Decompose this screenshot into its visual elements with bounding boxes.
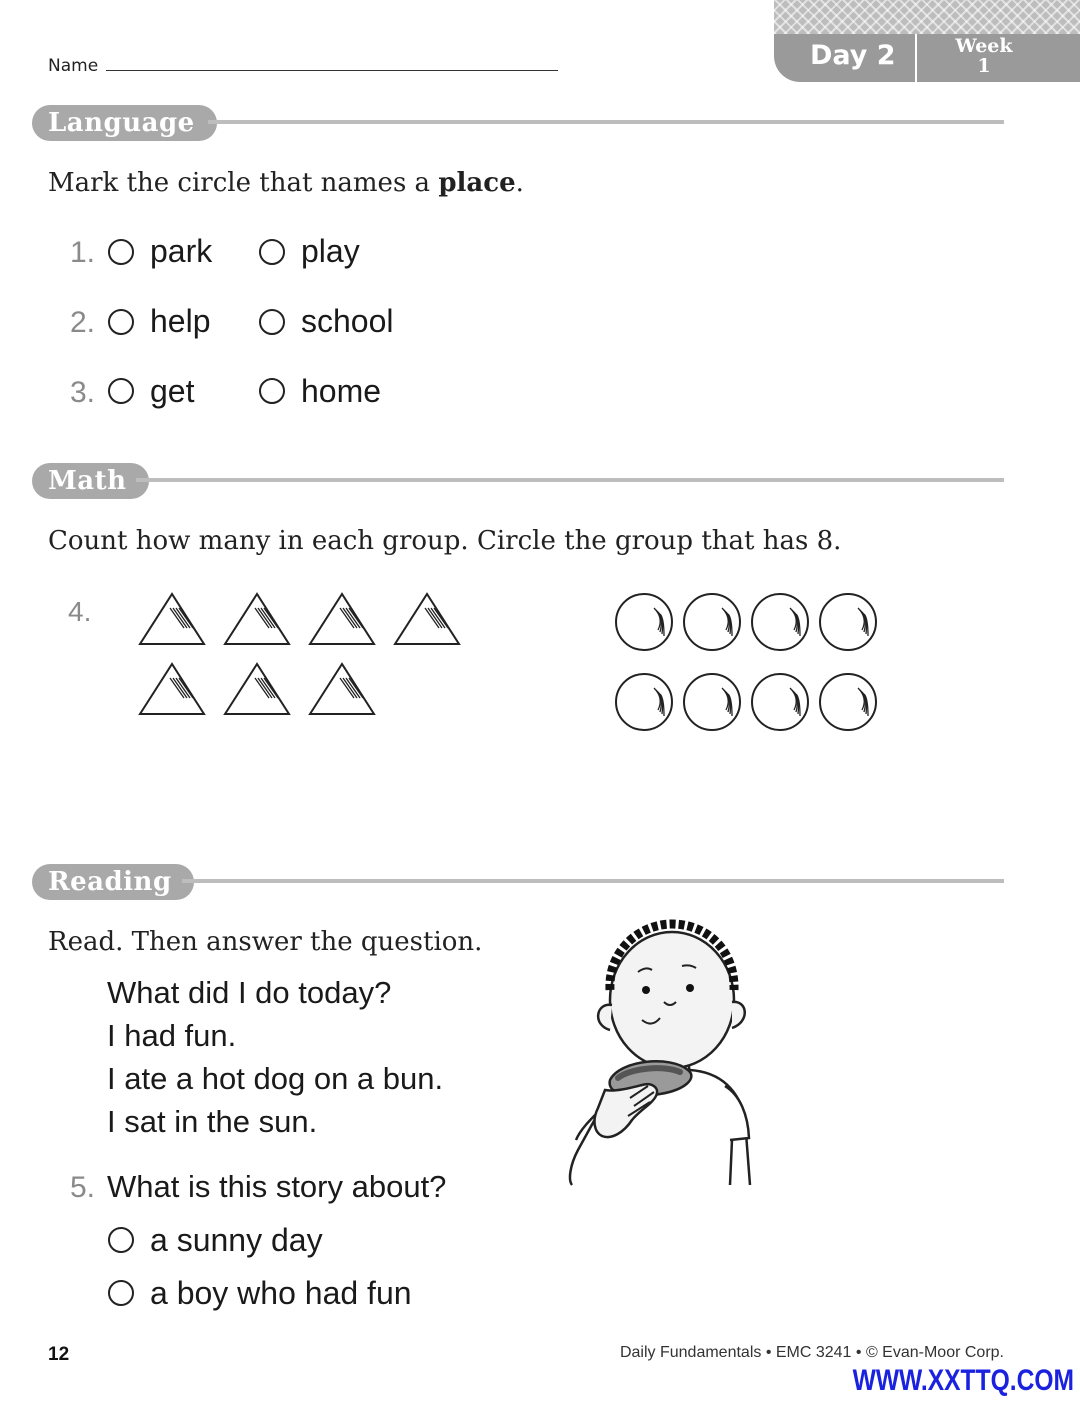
triangle-shape — [225, 594, 289, 644]
answer-option: a boy who had fun — [150, 1275, 412, 1311]
answer-bubble[interactable] — [259, 378, 285, 404]
answer-option: play — [301, 233, 360, 269]
circle-shape — [752, 594, 808, 650]
question-number: 5. — [70, 1171, 96, 1204]
week-word: Week — [955, 35, 1013, 57]
question-number: 1. — [70, 236, 96, 269]
answer-bubble[interactable] — [259, 309, 285, 335]
answer-option: get — [150, 373, 195, 409]
answer-bubble[interactable] — [108, 1280, 134, 1306]
language-instruction: Mark the circle that names a place. — [48, 168, 524, 198]
watermark: WWW.XXTTQ.COM — [852, 1364, 1074, 1397]
triangle-shape — [225, 664, 289, 714]
triangle-shape — [140, 594, 204, 644]
answer-option: a sunny day — [150, 1222, 323, 1258]
circle-shape — [616, 674, 672, 730]
question-number: 2. — [70, 306, 96, 339]
name-label: Name — [48, 56, 99, 76]
math-instruction: Count how many in each group. Circle the group that has 8. — [48, 526, 842, 556]
reading-instruction: Read. Then answer the question. — [48, 927, 483, 957]
answer-bubble[interactable] — [108, 1227, 134, 1253]
story-line: I sat in the sun. — [107, 1104, 318, 1139]
reading-question: What is this story about? — [107, 1169, 447, 1204]
triangle-shape — [395, 594, 459, 644]
section-rule — [208, 120, 1004, 124]
circle-shape — [752, 674, 808, 730]
circle-shape — [684, 674, 740, 730]
section-rule — [182, 879, 1004, 883]
boy-eating-hot-dog-illustration — [560, 910, 770, 1190]
week-label — [924, 36, 1044, 76]
section-title-reading: Reading — [32, 864, 194, 900]
story-line: What did I do today? — [107, 975, 392, 1010]
story-line: I ate a hot dog on a bun. — [107, 1061, 444, 1096]
page-number: 12 — [48, 1344, 70, 1365]
triangle-shape — [140, 664, 204, 714]
circle-group[interactable] — [608, 588, 888, 738]
question-number: 3. — [70, 376, 96, 409]
answer-option: park — [150, 233, 213, 269]
answer-bubble[interactable] — [259, 239, 285, 265]
answer-option: home — [301, 373, 382, 409]
triangle-group[interactable] — [130, 588, 475, 724]
triangle-shape — [310, 664, 374, 714]
answer-bubble[interactable] — [108, 378, 134, 404]
section-title-language: Language — [32, 105, 217, 141]
answer-bubble[interactable] — [108, 309, 134, 335]
answer-option: help — [150, 303, 211, 339]
question-number: 4. — [68, 596, 92, 627]
tab-divider — [915, 34, 917, 82]
section-title-math: Math — [32, 463, 149, 499]
story-line: I had fun. — [107, 1018, 237, 1053]
answer-bubble[interactable] — [108, 239, 134, 265]
footer-credit: Daily Fundamentals • EMC 3241 • © Evan-Moor Corp. — [619, 1344, 1004, 1361]
circle-shape — [616, 594, 672, 650]
triangle-shape — [310, 594, 374, 644]
day-label: Day 2 — [810, 40, 896, 71]
tab-pattern — [774, 0, 1080, 34]
name-line[interactable] — [106, 70, 558, 71]
circle-shape — [820, 674, 876, 730]
week-number: 1 — [977, 55, 991, 77]
tab-body — [774, 34, 1080, 82]
day-week-tab — [774, 0, 1080, 82]
circle-shape — [820, 594, 876, 650]
answer-option: school — [301, 303, 394, 339]
section-rule — [136, 478, 1004, 482]
circle-shape — [684, 594, 740, 650]
keyword-place: place — [438, 168, 516, 198]
